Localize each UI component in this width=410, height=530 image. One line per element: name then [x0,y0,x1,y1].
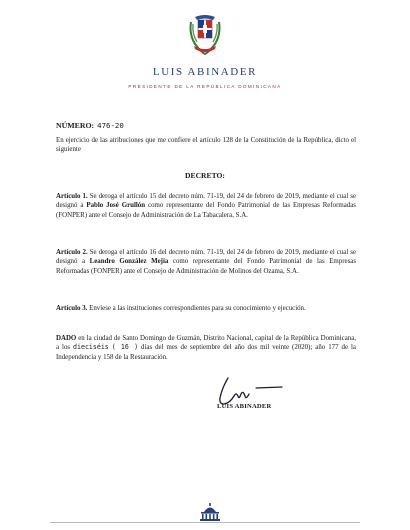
decree-number [56,121,124,130]
footer-divider [50,522,360,523]
intro-paragraph: En ejercicio de las atribuciones que me confiere el artículo 128 de la Constitución de la República, dicto el siguiente [56,137,356,154]
national-palace-icon [198,503,222,521]
article-1-label: Artículo 1. [56,193,88,200]
dado-day-number: ( 16 ) [111,343,139,352]
president-name-header: LUIS ABINADER [152,66,258,78]
decree-number-value: 476-20 [97,121,124,130]
dado-text-a: en la ciudad de Santo Domingo de Guzmán, Distrito Nacional, capital de la República Dominicana, a los [56,335,356,352]
dado-paragraph [56,334,356,362]
dado-text-b: días del mes de septiembre del año dos mil veinte (2020); año 177 de la Independencia y 158 de la Restauración. [56,344,356,361]
decree-title: DECRETO: [185,171,225,180]
article-1-text-b: como representante del Fondo Patrimonial de las Empresas Reformadas (FONPER) ante el Consejo de Administración de La Tabacalera, S.A. [56,202,356,219]
decree-number-label: NÚMERO: [56,121,95,130]
article-1 [56,192,356,220]
coat-of-arms-icon [185,14,225,56]
article-3 [56,304,356,313]
article-2-text-a: Se deroga el artículo 16 del decreto núm. 71-19, del 24 de febrero de 2019, mediante el cual se designó a [56,249,356,266]
article-1-person: Pablo José Grullón [86,202,146,210]
article-2-text-b: como representante del Fondo Patrimonial de las Empresas Reformadas (FONPER) ante el Consejo de Administración de Molinos del Ozama, S.A. [56,258,357,275]
article-3-label: Artículo 3. [56,305,88,312]
president-title-header: PRESIDENTE DE LA REPÚBLICA DOMINICANA [128,84,282,89]
dado-label: DADO [56,335,77,342]
article-1-text-a: Se deroga el artículo 15 del decreto núm. 71-19, del 24 de febrero de 2019, mediante el cual se designó a [56,193,356,210]
dado-day-words: dieciséis [73,343,109,352]
article-2 [56,248,356,276]
signature-name: LUIS ABINADER [217,403,272,410]
article-3-text: Envíese a las instituciones correspondientes para su conocimiento y ejecución. [89,305,306,312]
article-2-label: Artículo 2. [56,249,88,256]
article-2-person: Leandro González Mejía [89,258,169,266]
